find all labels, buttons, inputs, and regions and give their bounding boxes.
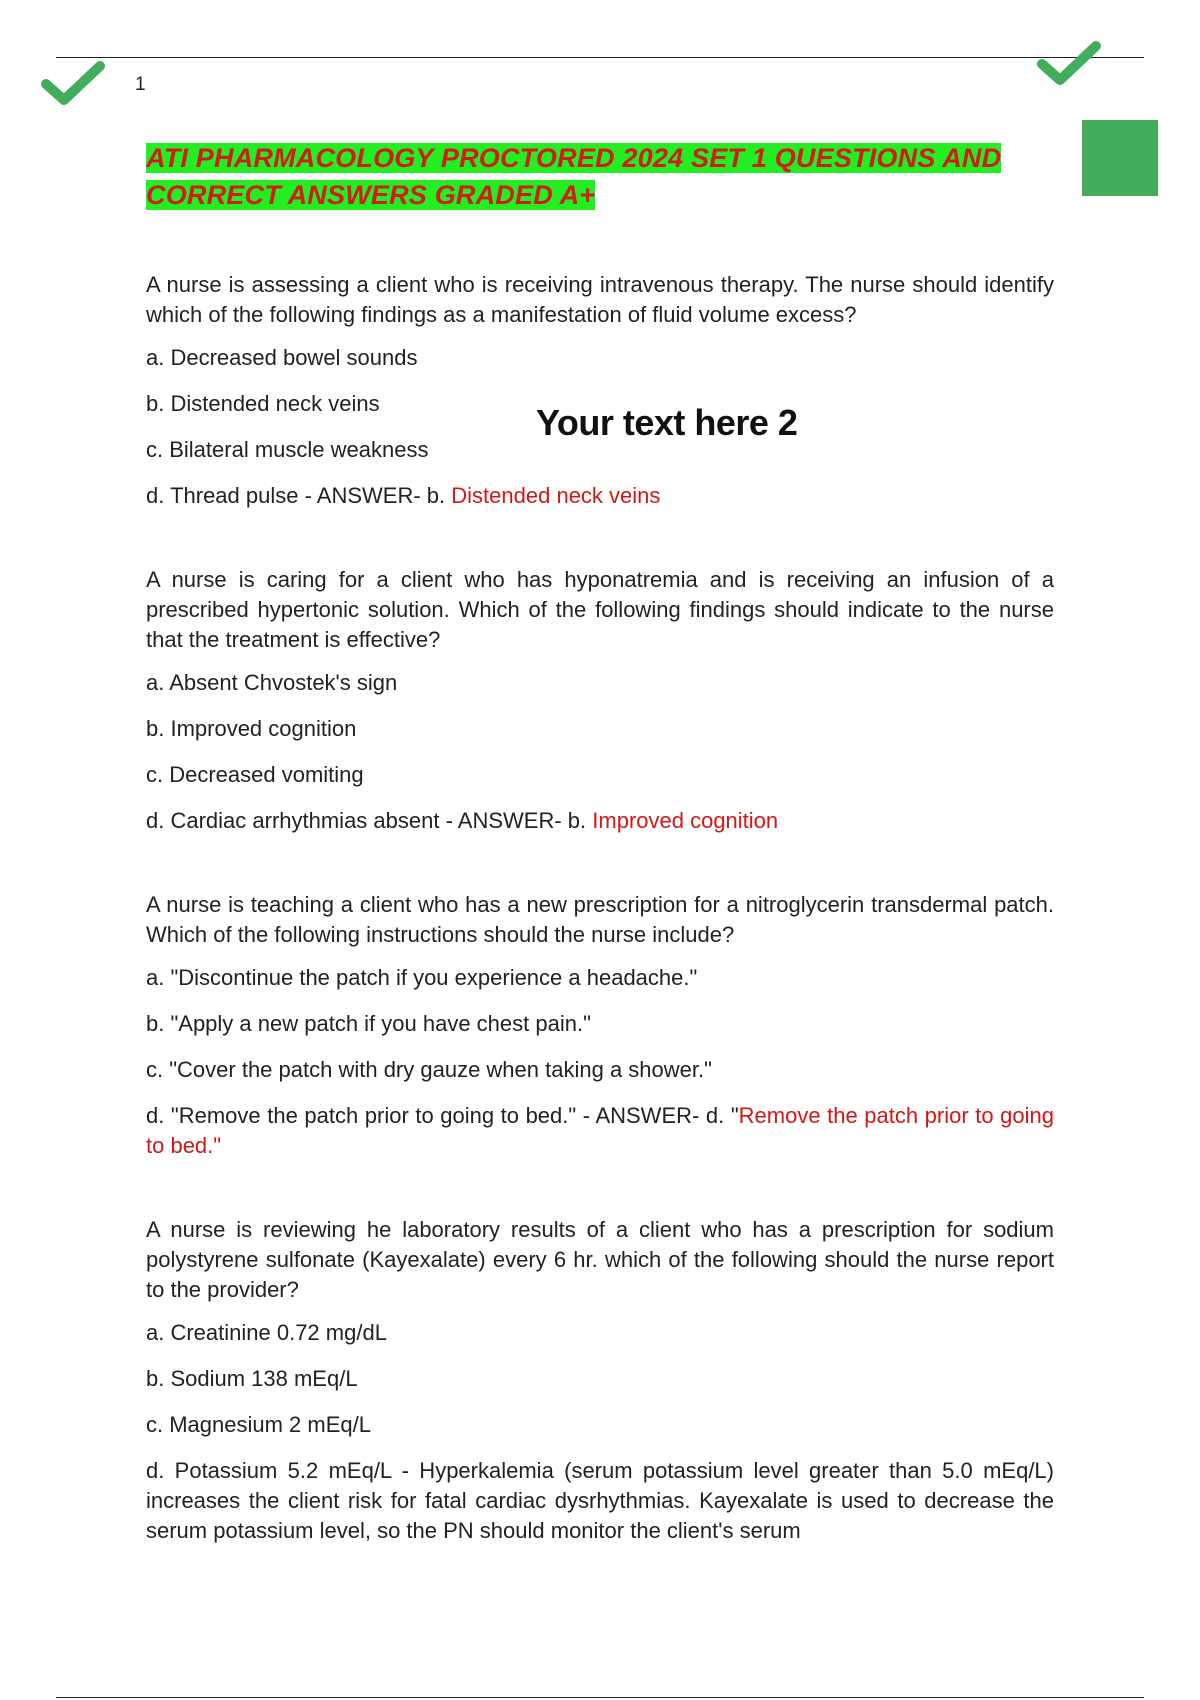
- option: a. "Discontinue the patch if you experience a headache.": [146, 965, 698, 990]
- question: [146, 565, 1054, 836]
- title-text: ATI PHARMACOLOGY PROCTORED 2024 SET 1 QUESTIONS AND CORRECT ANSWERS GRADED A+: [146, 143, 1002, 210]
- question-stem: A nurse is caring for a client who has hyponatremia and is receiving an infusion of a prescribed hypertonic solution. Which of the following findings should indicate to the nurse that the treatment is effective?: [146, 567, 1054, 652]
- option-text: d. Cardiac arrhythmias absent - ANSWER- b.: [146, 808, 593, 833]
- option-text: d. Thread pulse - ANSWER- b.: [146, 483, 452, 508]
- checkmark-icon: [1036, 38, 1102, 88]
- answer-text: Improved cognition: [592, 808, 779, 833]
- option: c. Bilateral muscle weakness: [146, 437, 429, 462]
- option-text: d. "Remove the patch prior to going to bed." - ANSWER- d. ": [146, 1103, 739, 1128]
- top-rule: [56, 57, 1144, 58]
- question: [146, 270, 1054, 511]
- option: b. "Apply a new patch if you have chest pain.": [146, 1011, 591, 1036]
- option: c. Magnesium 2 mEq/L: [146, 1412, 371, 1437]
- question-stem: A nurse is assessing a client who is receiving intravenous therapy. The nurse should identify which of the following findings as a manifestation of fluid volume excess?: [146, 272, 1054, 327]
- option-with-answer: [146, 806, 1054, 836]
- option: b. Distended neck veins: [146, 391, 380, 416]
- document-title: [146, 140, 1066, 214]
- option: a. Creatinine 0.72 mg/dL: [146, 1320, 387, 1345]
- question: [146, 1215, 1054, 1546]
- option: c. Decreased vomiting: [146, 762, 364, 787]
- option-with-answer: [146, 1101, 1054, 1161]
- option: a. Decreased bowel sounds: [146, 345, 418, 370]
- question-stem: A nurse is reviewing he laboratory results of a client who has a prescription for sodium polystyrene sulfonate (Kayexalate) every 6 hr. which of the following should the nurse report to the provider?: [146, 1217, 1054, 1302]
- green-square-icon: [1082, 120, 1158, 196]
- option: c. "Cover the patch with dry gauze when taking a shower.": [146, 1057, 712, 1082]
- checkmark-icon: [40, 58, 106, 108]
- answer-text: Remove the patch prior to going to bed.": [146, 1103, 1054, 1158]
- option: b. Improved cognition: [146, 716, 357, 741]
- bottom-rule: [56, 1697, 1144, 1698]
- question: [146, 890, 1054, 1161]
- watermark-text: Your text here 2: [536, 402, 798, 443]
- question-list: [146, 270, 1054, 1600]
- option: a. Absent Chvostek's sign: [146, 670, 398, 695]
- option-with-answer: [146, 481, 1054, 511]
- option: b. Sodium 138 mEq/L: [146, 1366, 358, 1391]
- option-with-explanation: d. Potassium 5.2 mEq/L - Hyperkalemia (serum potassium level greater than 5.0 mEq/L) increases the client risk for fatal cardiac dysrhythmias. Kayexalate is used to decrease the serum potassium level, so the PN should monitor the client's serum: [146, 1458, 1054, 1543]
- question-stem: A nurse is teaching a client who has a new prescription for a nitroglycerin transdermal patch. Which of the following instructions should the nurse include?: [146, 892, 1054, 947]
- answer-text: Distended neck veins: [451, 483, 661, 508]
- page-number: 1: [135, 74, 146, 95]
